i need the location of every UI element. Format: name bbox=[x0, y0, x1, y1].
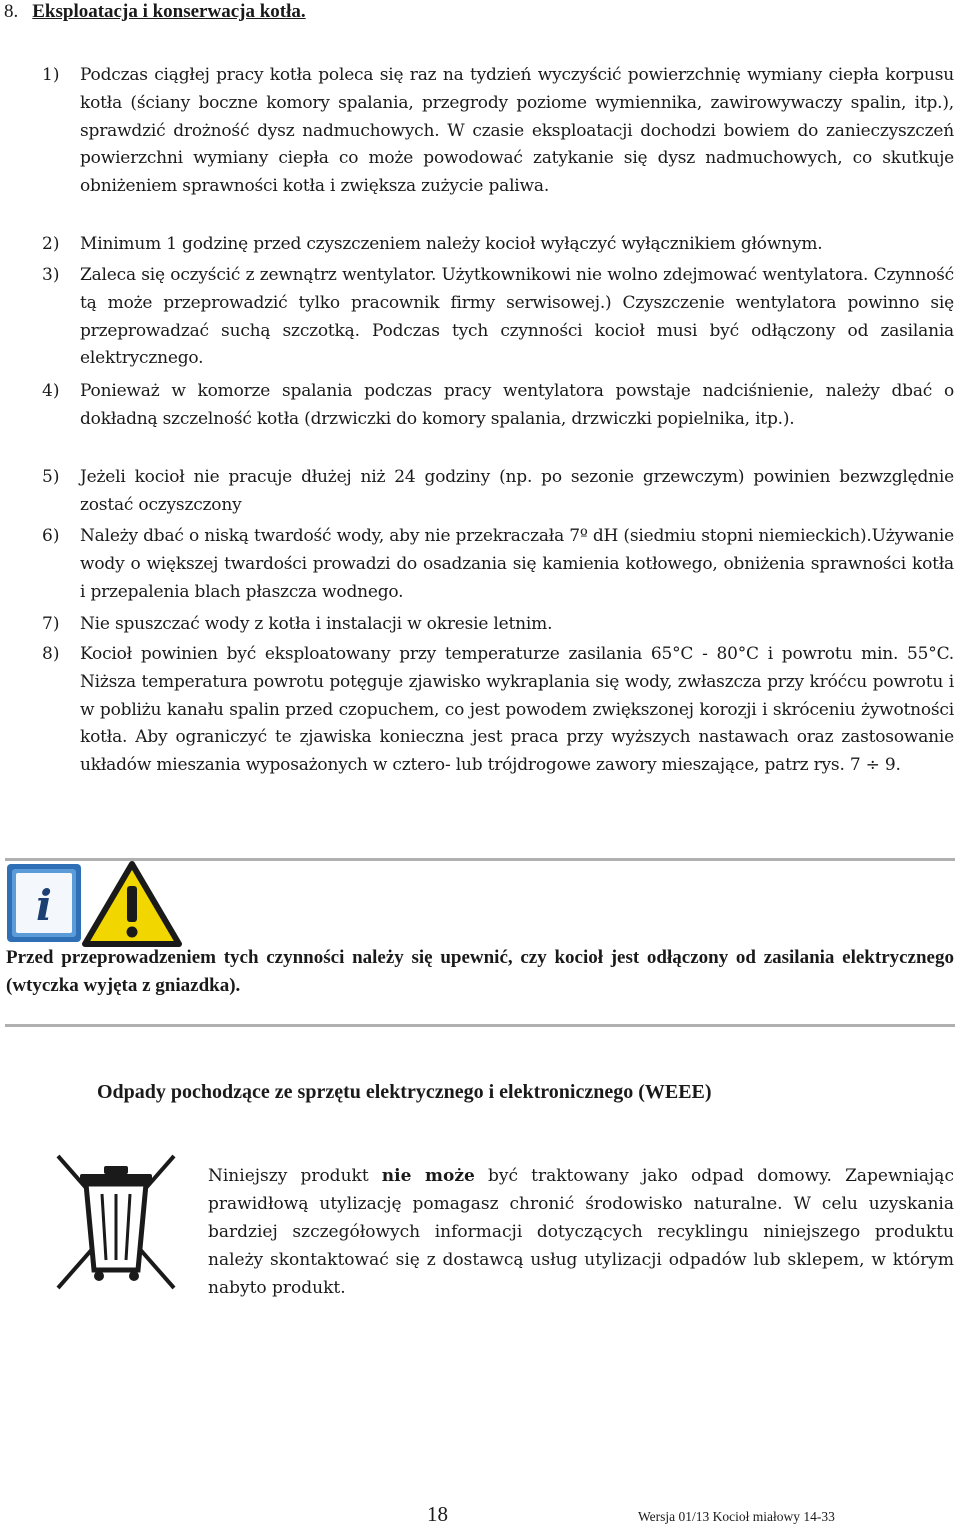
info-icon bbox=[6, 863, 82, 943]
item-text: Nie spuszczać wody z kotła i instalacji w okresie letnim. bbox=[80, 614, 553, 634]
item-text: Podczas ciągłej pracy kotła poleca się raz na tydzień wyczyścić powierzchnię wymiany ciepła korpusu kotła (ściany boczne komory spalania, przegrody poziome wymiennika, zawirowywaczy spalin, itp.), sprawdzić drożność dysz nadmuchowych. W czasie eksploatacji dochodzi bowiem do zanieczyszczeń powierzchni wymiany ciepła co może powodować zatykanie się dysz nadmuchowych, co skutkuje obniżeniem sprawności kotła i zwiększa zużycie paliwa. bbox=[80, 65, 954, 197]
item-text: Zaleca się oczyścić z zewnątrz wentylator. Użytkownikowi nie wolno zdejmować wentylatora. Czynność tą może przeprowadzić tylko pracownik firmy serwisowej.) Czyszczenie wentylatora powinno się przeprowadzać suchą szczotką. Podczas tych czynności kocioł musi być odłączony od zasilania elektrycznego. bbox=[80, 265, 954, 369]
divider-bottom bbox=[5, 1024, 955, 1027]
warning-triangle-icon bbox=[82, 860, 182, 948]
section-heading bbox=[4, 0, 306, 24]
item-number: 2) bbox=[42, 234, 60, 254]
item-number: 4) bbox=[42, 381, 60, 401]
item-text: Jeżeli kocioł nie pracuje dłużej niż 24 godziny (np. po sezonie grzewczym) powinien bezwzględnie zostać oczyszczony bbox=[80, 467, 954, 515]
weee-heading: Odpady pochodzące ze sprzętu elektrycznego i elektronicznego (WEEE) bbox=[97, 1081, 712, 1103]
list-item bbox=[42, 62, 954, 201]
list-item bbox=[42, 523, 954, 606]
version-footer: Wersja 01/13 Kocioł miałowy 14-33 bbox=[638, 1509, 835, 1524]
crossed-out-bin-icon bbox=[52, 1152, 180, 1294]
weee-text-after: być traktowany jako odpad domowy. Zapewniając prawidłową utylizację pomagasz chronić środowisko naturalne. W celu uzyskania bardziej szczegółowych informacji dotyczących recyklingu niniejszego produktu należy skontaktować się z dostawcą usług utylizacji odpadów lub sklepem, w którym nabyto produkt. bbox=[208, 1166, 954, 1298]
section-number: 8. bbox=[4, 1, 19, 22]
info-letter: i bbox=[36, 881, 52, 930]
item-text: Kocioł powinien być eksploatowany przy temperaturze zasilania 65°C - 80°C i powrotu min. 55°C. Niższa temperatura powrotu potęguje zjawisko wykraplania się wody, zwłaszcza przy króćcu powrotu i w pobliżu kanału spalin przed czopuchem, co jest powodem zwiększonej korozji i skróceniu żywotności kotła. Aby ograniczyć te zjawiska konieczna jest praca przy wyższych nastawach oraz zastosowanie układów mieszania wyposażonych w cztero- lub trójdrogowe zawory mieszające, patrz rys. 7 ÷ 9. bbox=[80, 644, 954, 776]
list-item bbox=[42, 378, 954, 434]
list-item bbox=[42, 611, 954, 639]
weee-text-bold: nie może bbox=[381, 1166, 475, 1186]
section-title: Eksploatacja i konserwacja kotła. bbox=[32, 1, 306, 22]
item-text: Należy dbać o niską twardość wody, aby nie przekraczała 7º dH (siedmiu stopni niemieckich).Używanie wody o większej twardości prowadzi do osadzania się kamienia kotłowego, obniżenia sprawności kotła i przepalenia blach płaszcza wodnego. bbox=[80, 526, 954, 602]
weee-text-before: Niniejszy produkt bbox=[208, 1166, 382, 1186]
item-number: 3) bbox=[42, 265, 60, 285]
list-item bbox=[42, 262, 954, 373]
warning-text: Przed przeprowadzeniem tych czynności należy się upewnić, czy kocioł jest odłączony od zasilania elektrycznego (wtyczka wyjęta z gniazdka). bbox=[6, 947, 954, 996]
item-text: Minimum 1 godzinę przed czyszczeniem należy kocioł wyłączyć wyłącznikiem głównym. bbox=[80, 234, 823, 254]
list-item bbox=[42, 641, 954, 780]
item-number: 1) bbox=[42, 65, 60, 85]
page-number: 18 bbox=[427, 1502, 448, 1526]
item-number: 8) bbox=[42, 644, 60, 664]
item-number: 7) bbox=[42, 614, 60, 634]
list-item bbox=[42, 231, 954, 259]
item-number: 5) bbox=[42, 467, 60, 487]
item-text: Ponieważ w komorze spalania podczas pracy wentylatora powstaje nadciśnienie, należy dbać o dokładną szczelność kotła (drzwiczki do komory spalania, drzwiczki popielnika, itp.). bbox=[80, 381, 954, 429]
list-item bbox=[42, 464, 954, 520]
weee-paragraph bbox=[208, 1162, 954, 1302]
item-number: 6) bbox=[42, 526, 60, 546]
